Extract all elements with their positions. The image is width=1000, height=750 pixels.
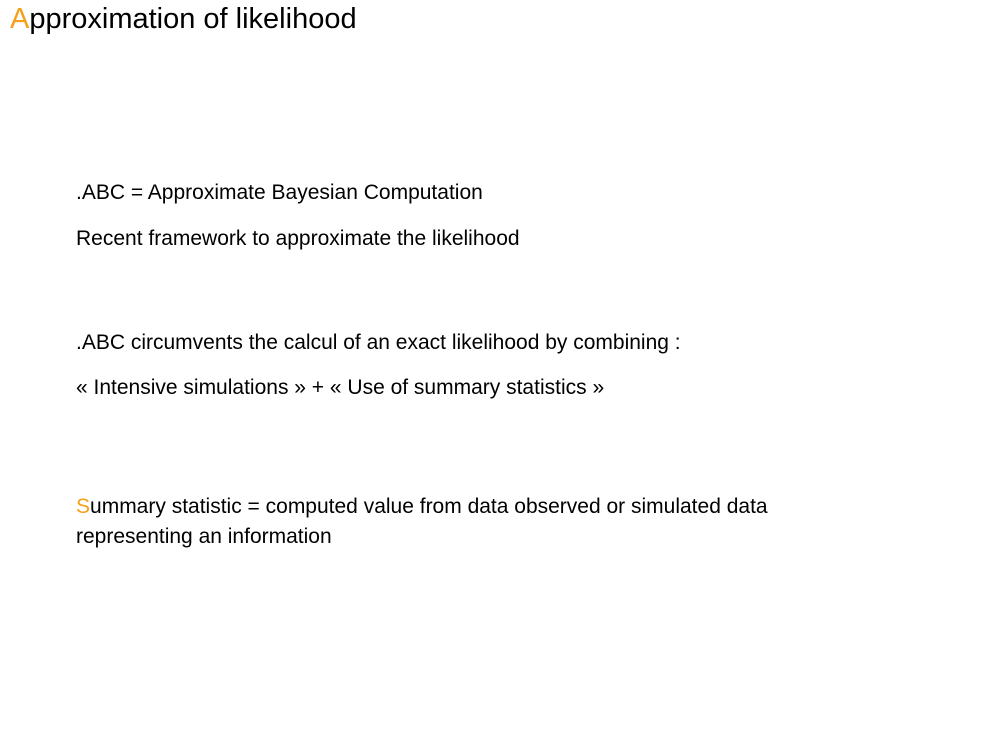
abc-combination-line: « Intensive simulations » + « Use of summary statistics » [76,376,605,399]
summary-statistic-continuation: representing an information [76,525,332,548]
abc-definition-line: .ABC = Approximate Bayesian Computation [76,181,483,204]
abc-circumvents-line: .ABC circumvents the calcul of an exact likelihood by combining : [76,331,681,354]
title-accent-letter: A [10,3,30,35]
summary-statistic-line [76,492,768,522]
summary-accent-letter: S [76,495,91,518]
title-text: pproximation of likelihood [29,3,357,35]
summary-statistic-text: ummary statistic = computed value from data observed or simulated data [90,495,768,518]
abc-framework-line: Recent framework to approximate the likelihood [76,227,520,250]
slide-title [10,2,357,36]
